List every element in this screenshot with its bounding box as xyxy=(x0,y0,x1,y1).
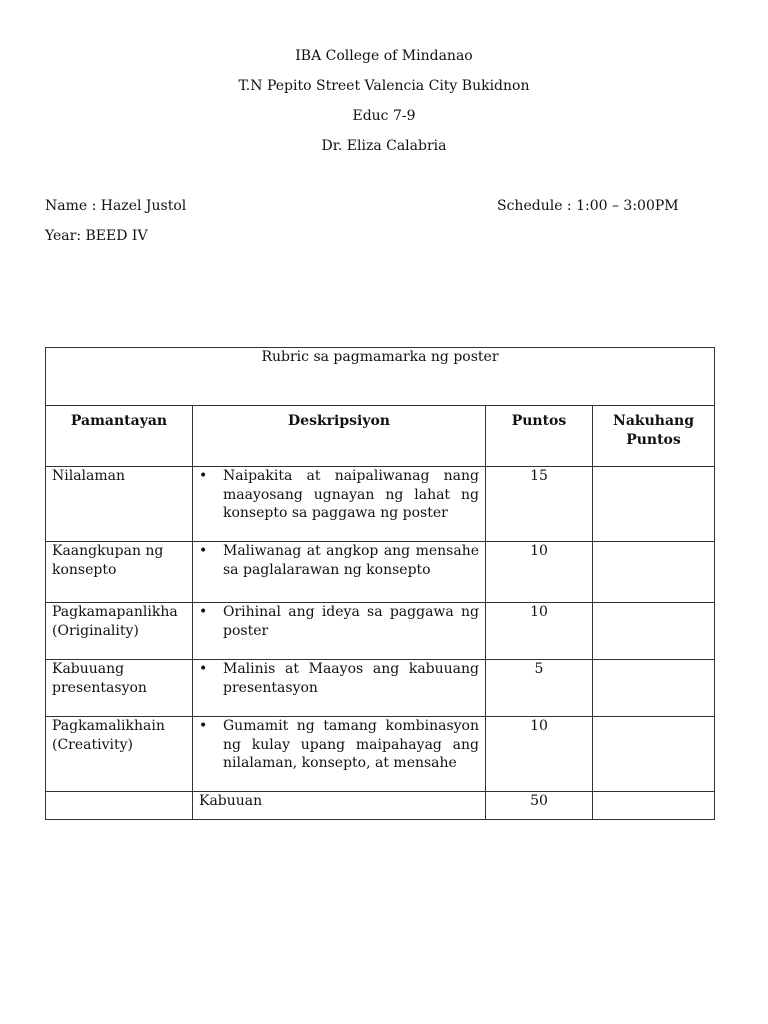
criterion-cell: Pagkamapanlikha (Originality) xyxy=(46,603,193,660)
class-schedule: Schedule : 1:00 – 3:00PM xyxy=(497,198,679,214)
criterion-cell: Pagkamalikhain (Creativity) xyxy=(46,717,193,792)
table-row xyxy=(46,467,715,542)
school-address: T.N Pepito Street Valencia City Bukidnon xyxy=(238,78,530,94)
points-cell: 10 xyxy=(486,603,593,660)
description-cell xyxy=(193,660,486,717)
points-cell: 5 xyxy=(486,660,593,717)
total-label: Kabuuan xyxy=(193,792,486,820)
course-code: Educ 7-9 xyxy=(352,108,416,124)
score-cell xyxy=(593,717,715,792)
score-cell xyxy=(593,603,715,660)
total-empty-cell xyxy=(46,792,193,820)
bullet-icon: • xyxy=(199,718,208,734)
total-points: 50 xyxy=(486,792,593,820)
description-cell xyxy=(193,717,486,792)
criterion-cell: Nilalaman xyxy=(46,467,193,542)
bullet-icon: • xyxy=(199,543,208,559)
table-row xyxy=(46,542,715,603)
description-text: Naipakita at naipaliwanag nang maayosang ugnayan ng lahat ng konsepto sa paggawa ng poster xyxy=(223,468,479,521)
column-header-description: Deskripsiyon xyxy=(193,406,486,467)
table-row xyxy=(46,717,715,792)
total-score-cell xyxy=(593,792,715,820)
instructor-name: Dr. Eliza Calabria xyxy=(321,138,447,154)
column-header-row xyxy=(46,406,715,467)
description-text: Malinis at Maayos ang kabuuang presentasyon xyxy=(223,661,479,696)
criterion-cell: Kabuuang presentasyon xyxy=(46,660,193,717)
column-header-score: Nakuhang Puntos xyxy=(593,406,715,467)
column-header-criterion: Pamantayan xyxy=(46,406,193,467)
bullet-icon: • xyxy=(199,604,208,620)
score-cell xyxy=(593,660,715,717)
total-row xyxy=(46,792,715,820)
school-name: IBA College of Mindanao xyxy=(295,48,473,64)
rubric-title-row xyxy=(46,348,715,406)
table-row xyxy=(46,660,715,717)
column-header-points: Puntos xyxy=(486,406,593,467)
bullet-icon: • xyxy=(199,661,208,677)
rubric-table xyxy=(45,347,715,820)
score-cell xyxy=(593,542,715,603)
bullet-icon: • xyxy=(199,468,208,484)
criterion-cell: Kaangkupan ng konsepto xyxy=(46,542,193,603)
points-cell: 10 xyxy=(486,542,593,603)
description-text: Gumamit ng tamang kombinasyon ng kulay upang maipahayag ang nilalaman, konsepto, at mensahe xyxy=(223,718,479,771)
table-row xyxy=(46,603,715,660)
description-cell xyxy=(193,467,486,542)
rubric-title: Rubric sa pagmamarka ng poster xyxy=(46,348,715,406)
student-year: Year: BEED IV xyxy=(45,228,148,244)
points-cell: 10 xyxy=(486,717,593,792)
description-cell xyxy=(193,603,486,660)
score-cell xyxy=(593,467,715,542)
points-cell: 15 xyxy=(486,467,593,542)
description-text: Maliwanag at angkop ang mensahe sa paglalarawan ng konsepto xyxy=(223,543,479,578)
description-text: Orihinal ang ideya sa paggawa ng poster xyxy=(223,604,479,639)
description-cell xyxy=(193,542,486,603)
student-name: Name : Hazel Justol xyxy=(45,198,187,214)
